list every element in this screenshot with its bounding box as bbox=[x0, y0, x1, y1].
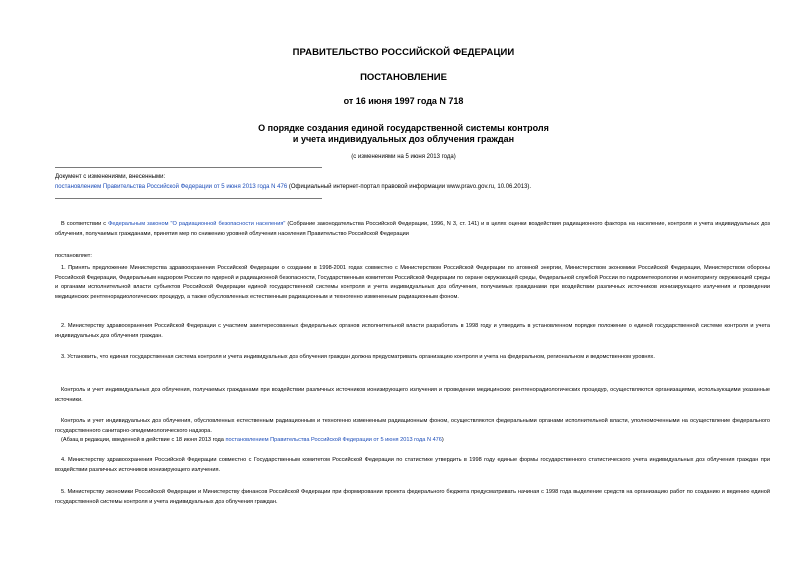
paragraph-3-part-2-text: Контроль и учет индивидуальных доз облучения, получаемых гражданами при воздействии различных источников ионизирующего излучения и проведении медицинских рентгенорадиологических процедур, осуществляются организациями, использующими указанные источники. bbox=[55, 387, 770, 403]
decrees-label: постановляет: bbox=[55, 253, 92, 259]
document-date-number: от 16 июня 1997 года N 718 bbox=[343, 96, 464, 106]
paragraph-5 bbox=[55, 488, 770, 507]
paragraph-3-part-3 bbox=[55, 417, 770, 446]
paragraph-4 bbox=[55, 456, 770, 475]
amendment-link[interactable]: постановлением Правительства Российской Федерации от 5 июня 2013 года N 476 bbox=[55, 184, 288, 190]
paragraph-3-part-2 bbox=[55, 386, 770, 405]
amendment-note-before: (Абзац в редакции, введенной в действие с 18 июня 2013 года bbox=[61, 437, 226, 444]
paragraph-5-text: 5. Министерству экономики Российской Федерации и Министерству финансов Российской Федерации при формировании проекта федерального бюджета предусматривать начиная с 1998 года выделение средств на организацию работ по созданию и ведению единой государственной системы контроля и учета индивидуальных доз облучения граждан. bbox=[55, 489, 770, 505]
government-heading: ПРАВИТЕЛЬСТВО РОССИЙСКОЙ ФЕДЕРАЦИИ bbox=[292, 47, 515, 58]
paragraph-3-text: 3. Установить, что единая государственная система контроля и учета индивидуальных доз облучения граждан должна предусматривать организацию контроля и учета на федеральном, региональном и ведомственном уровнях. bbox=[61, 354, 655, 360]
changes-reference bbox=[55, 182, 531, 192]
preamble-before: В соответствии с bbox=[61, 221, 109, 227]
paragraph-3 bbox=[55, 353, 770, 363]
document-type-heading: ПОСТАНОВЛЕНИЕ bbox=[360, 72, 447, 83]
document-title bbox=[0, 123, 807, 145]
federal-law-link[interactable]: Федеральным законом "О радиационной безопасности населения" bbox=[108, 221, 286, 227]
title-line-2: и учета индивидуальных доз облучения граждан bbox=[292, 134, 515, 144]
paragraph-2-text: 2. Министерству здравоохранения Российской Федерации с участием заинтересованных федеральных органов исполнительной власти разработать в 1998 году и утвердить в установленном порядке положение о единой государственной системе контроля и учета индивидуальных доз облучения граждан. bbox=[55, 323, 770, 339]
paragraph-3-part-3-text: Контроль и учет индивидуальных доз облучения, обусловленных естественным радиационным и техногенно измененным радиационным фоном, осуществляются федеральными органами исполнительной власти, уполномоченными на осуществление федерального государственного санитарно-эпидемиологического надзора. bbox=[55, 418, 770, 434]
paragraph-4-text: 4. Министерству здравоохранения Российской Федерации совместно с Государственным комитетом Российской Федерации по статистике утвердить в 1998 году единые формы государственного статистического учета индивидуальных доз облучения граждан при воздействии различных источников ионизирующего излучения. bbox=[55, 457, 770, 473]
changes-intro: Документ с изменениями, внесенными: bbox=[55, 174, 166, 180]
changes-block bbox=[55, 172, 531, 192]
edition-note: (с изменениями на 5 июня 2013 года) bbox=[351, 154, 456, 160]
divider-top bbox=[55, 167, 322, 168]
amendment-note bbox=[55, 436, 770, 446]
divider-bottom bbox=[55, 198, 322, 199]
paragraph-1 bbox=[55, 264, 770, 302]
preamble-paragraph bbox=[55, 220, 770, 239]
title-line-1: О порядке создания единой государственной системы контроля bbox=[258, 123, 549, 133]
amendment-note-link[interactable]: постановлением Правительства Российской Федерации от 5 июня 2013 года N 476 bbox=[225, 437, 442, 444]
changes-source: (Официальный интернет-портал правовой информации www.pravo.gov.ru, 10.06.2013). bbox=[287, 184, 532, 190]
paragraph-1-text: 1. Принять предложение Министерства здравоохранения Российской Федерации о создании в 1998-2001 годах совместно с Министерством Российской Федерации по атомной энергии, Министерством экономики Российской Федерации, Министерством обороны Российской Федерации, Федеральным надзором России по ядерной и радиационной безопасности, Государственным комитетом Российской Федерации по охране окружающей среды, Федеральной службой России по гидрометеорологии и мониторингу окружающей среды и органами исполнительной власти субъектов Российской Федерации единой государственной системы контроля и учета индивидуальных доз облучения, получаемых гражданами при воздействии различных источников ионизирующего излучения и проведении медицинских рентгенорадиологических процедур, а также обусловленных естественным радиационным и техногенно измененным радиационным фоном. bbox=[55, 265, 770, 300]
amendment-note-after: ) bbox=[441, 437, 444, 444]
paragraph-2 bbox=[55, 322, 770, 341]
preamble-after: (Собрание законодательства Российской Федерации, 1996, N 3, ст. 141) и в целях оценки воздействия радиационного фактора на население, контроля и учета индивидуальных доз облучения, получаемых гражданами, принятия мер по снижению уровней облучения населения Правительство Российской Федерации bbox=[55, 221, 771, 237]
